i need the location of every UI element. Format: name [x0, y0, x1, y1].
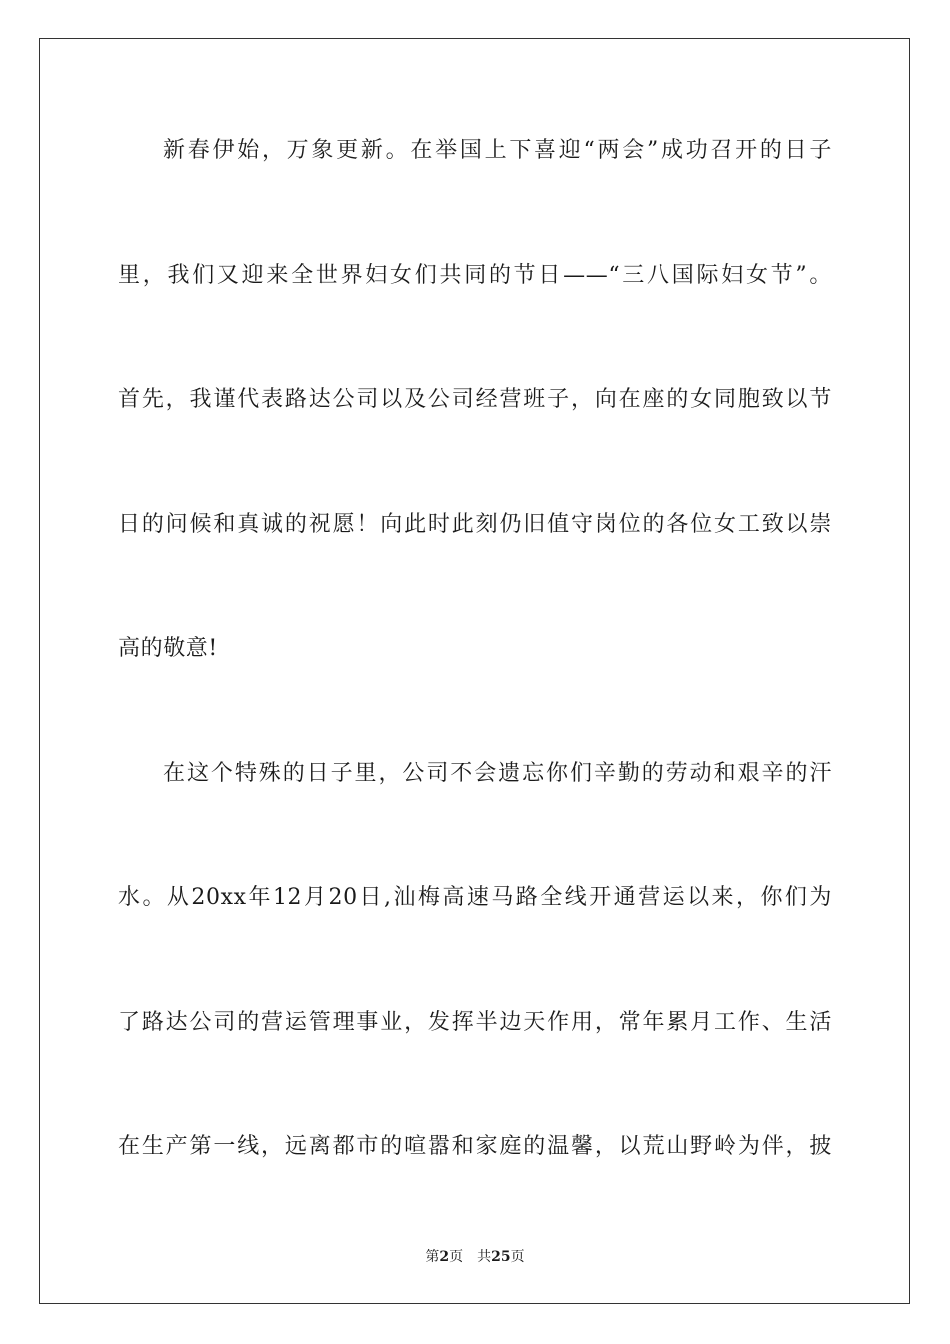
text-line-4: 日的问候和真诚的祝愿！向此时此刻仍旧值守岗位的各位女工致以崇	[118, 512, 832, 537]
text-line-8: 了路达公司的营运管理事业，发挥半边天作用，常年累月工作、生活	[118, 1010, 832, 1035]
page-footer	[0, 1247, 950, 1267]
footer-page-prefix: 第	[425, 1249, 440, 1265]
footer-page-suffix: 页	[449, 1249, 464, 1265]
text-line-2: 里，我们又迎来全世界妇女们共同的节日——“三八国际妇女节”。	[118, 263, 832, 288]
footer-total-pages: 25	[491, 1249, 511, 1265]
footer-page-number: 2	[439, 1249, 450, 1265]
text-line-6: 在这个特殊的日子里，公司不会遗忘你们辛勤的劳动和艰辛的汗	[163, 761, 832, 786]
text-line-3: 首先，我谨代表路达公司以及公司经营班子，向在座的女同胞致以节	[118, 387, 832, 412]
text-line-9: 在生产第一线，远离都市的喧嚣和家庭的温馨，以荒山野岭为伴，披	[118, 1134, 832, 1159]
text-line-1: 新春伊始，万象更新。在举国上下喜迎“两会”成功召开的日子	[163, 138, 832, 163]
footer-total-suffix: 页	[510, 1249, 525, 1265]
text-line-5: 高的敬意!	[118, 636, 218, 661]
text-line-7: 水。从20xx年12月20日,汕梅高速马路全线开通营运以来，你们为	[118, 885, 832, 910]
page-border	[39, 38, 910, 1304]
footer-total-prefix: 共	[477, 1249, 492, 1265]
